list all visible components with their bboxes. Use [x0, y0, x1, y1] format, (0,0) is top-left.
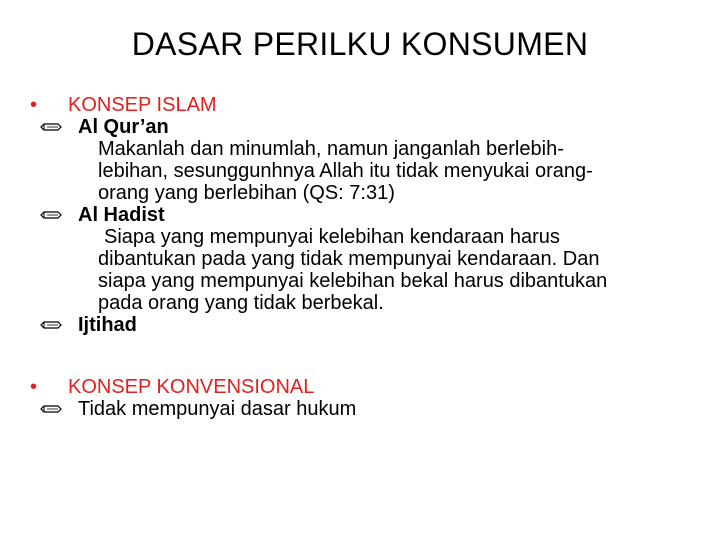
- bullet-icon: •: [30, 376, 38, 398]
- paragraph-line: lebihan, sesunggunhnya Allah itu tidak menyukai orang-: [98, 160, 593, 182]
- paragraph-line: dibantukan pada yang tidak mempunyai kendaraan. Dan: [98, 248, 600, 270]
- sub-item-al-quran: [30, 116, 690, 138]
- section-heading-konsep-konvensional: [30, 376, 690, 398]
- slide-content: [30, 92, 690, 420]
- paragraph-line: orang yang berlebihan (QS: 7:31): [98, 182, 395, 204]
- paragraph-line: siapa yang mempunyai kelebihan bekal harus dibantukan: [98, 270, 608, 292]
- pen-icon: [40, 318, 62, 332]
- pen-icon: [40, 208, 62, 222]
- section-heading-label: KONSEP ISLAM: [68, 94, 217, 116]
- sub-item-al-hadist: [30, 204, 690, 226]
- section-heading-label: KONSEP KONVENSIONAL: [68, 376, 315, 398]
- sub-item-label: Al Qur’an: [78, 116, 169, 138]
- pen-icon: [40, 402, 62, 416]
- slide-title: DASAR PERILKU KONSUMEN: [131, 26, 589, 62]
- sub-item-tidak-mempunyai-dasar-hukum: [30, 398, 690, 420]
- sub-item-label: Ijtihad: [78, 314, 137, 336]
- sub-item-ijtihad: [30, 314, 690, 336]
- sub-item-label: Al Hadist: [78, 204, 165, 226]
- section-heading-konsep-islam: [30, 94, 690, 116]
- bullet-icon: •: [30, 94, 38, 116]
- paragraph-line: pada orang yang tidak berbekal.: [98, 292, 384, 314]
- sub-item-label: Tidak mempunyai dasar hukum: [78, 398, 357, 420]
- paragraph-line: Siapa yang mempunyai kelebihan kendaraan harus: [104, 226, 560, 248]
- pen-icon: [40, 120, 62, 134]
- spacer: [30, 336, 690, 376]
- paragraph-line: Makanlah dan minumlah, namun janganlah berlebih-: [98, 138, 564, 160]
